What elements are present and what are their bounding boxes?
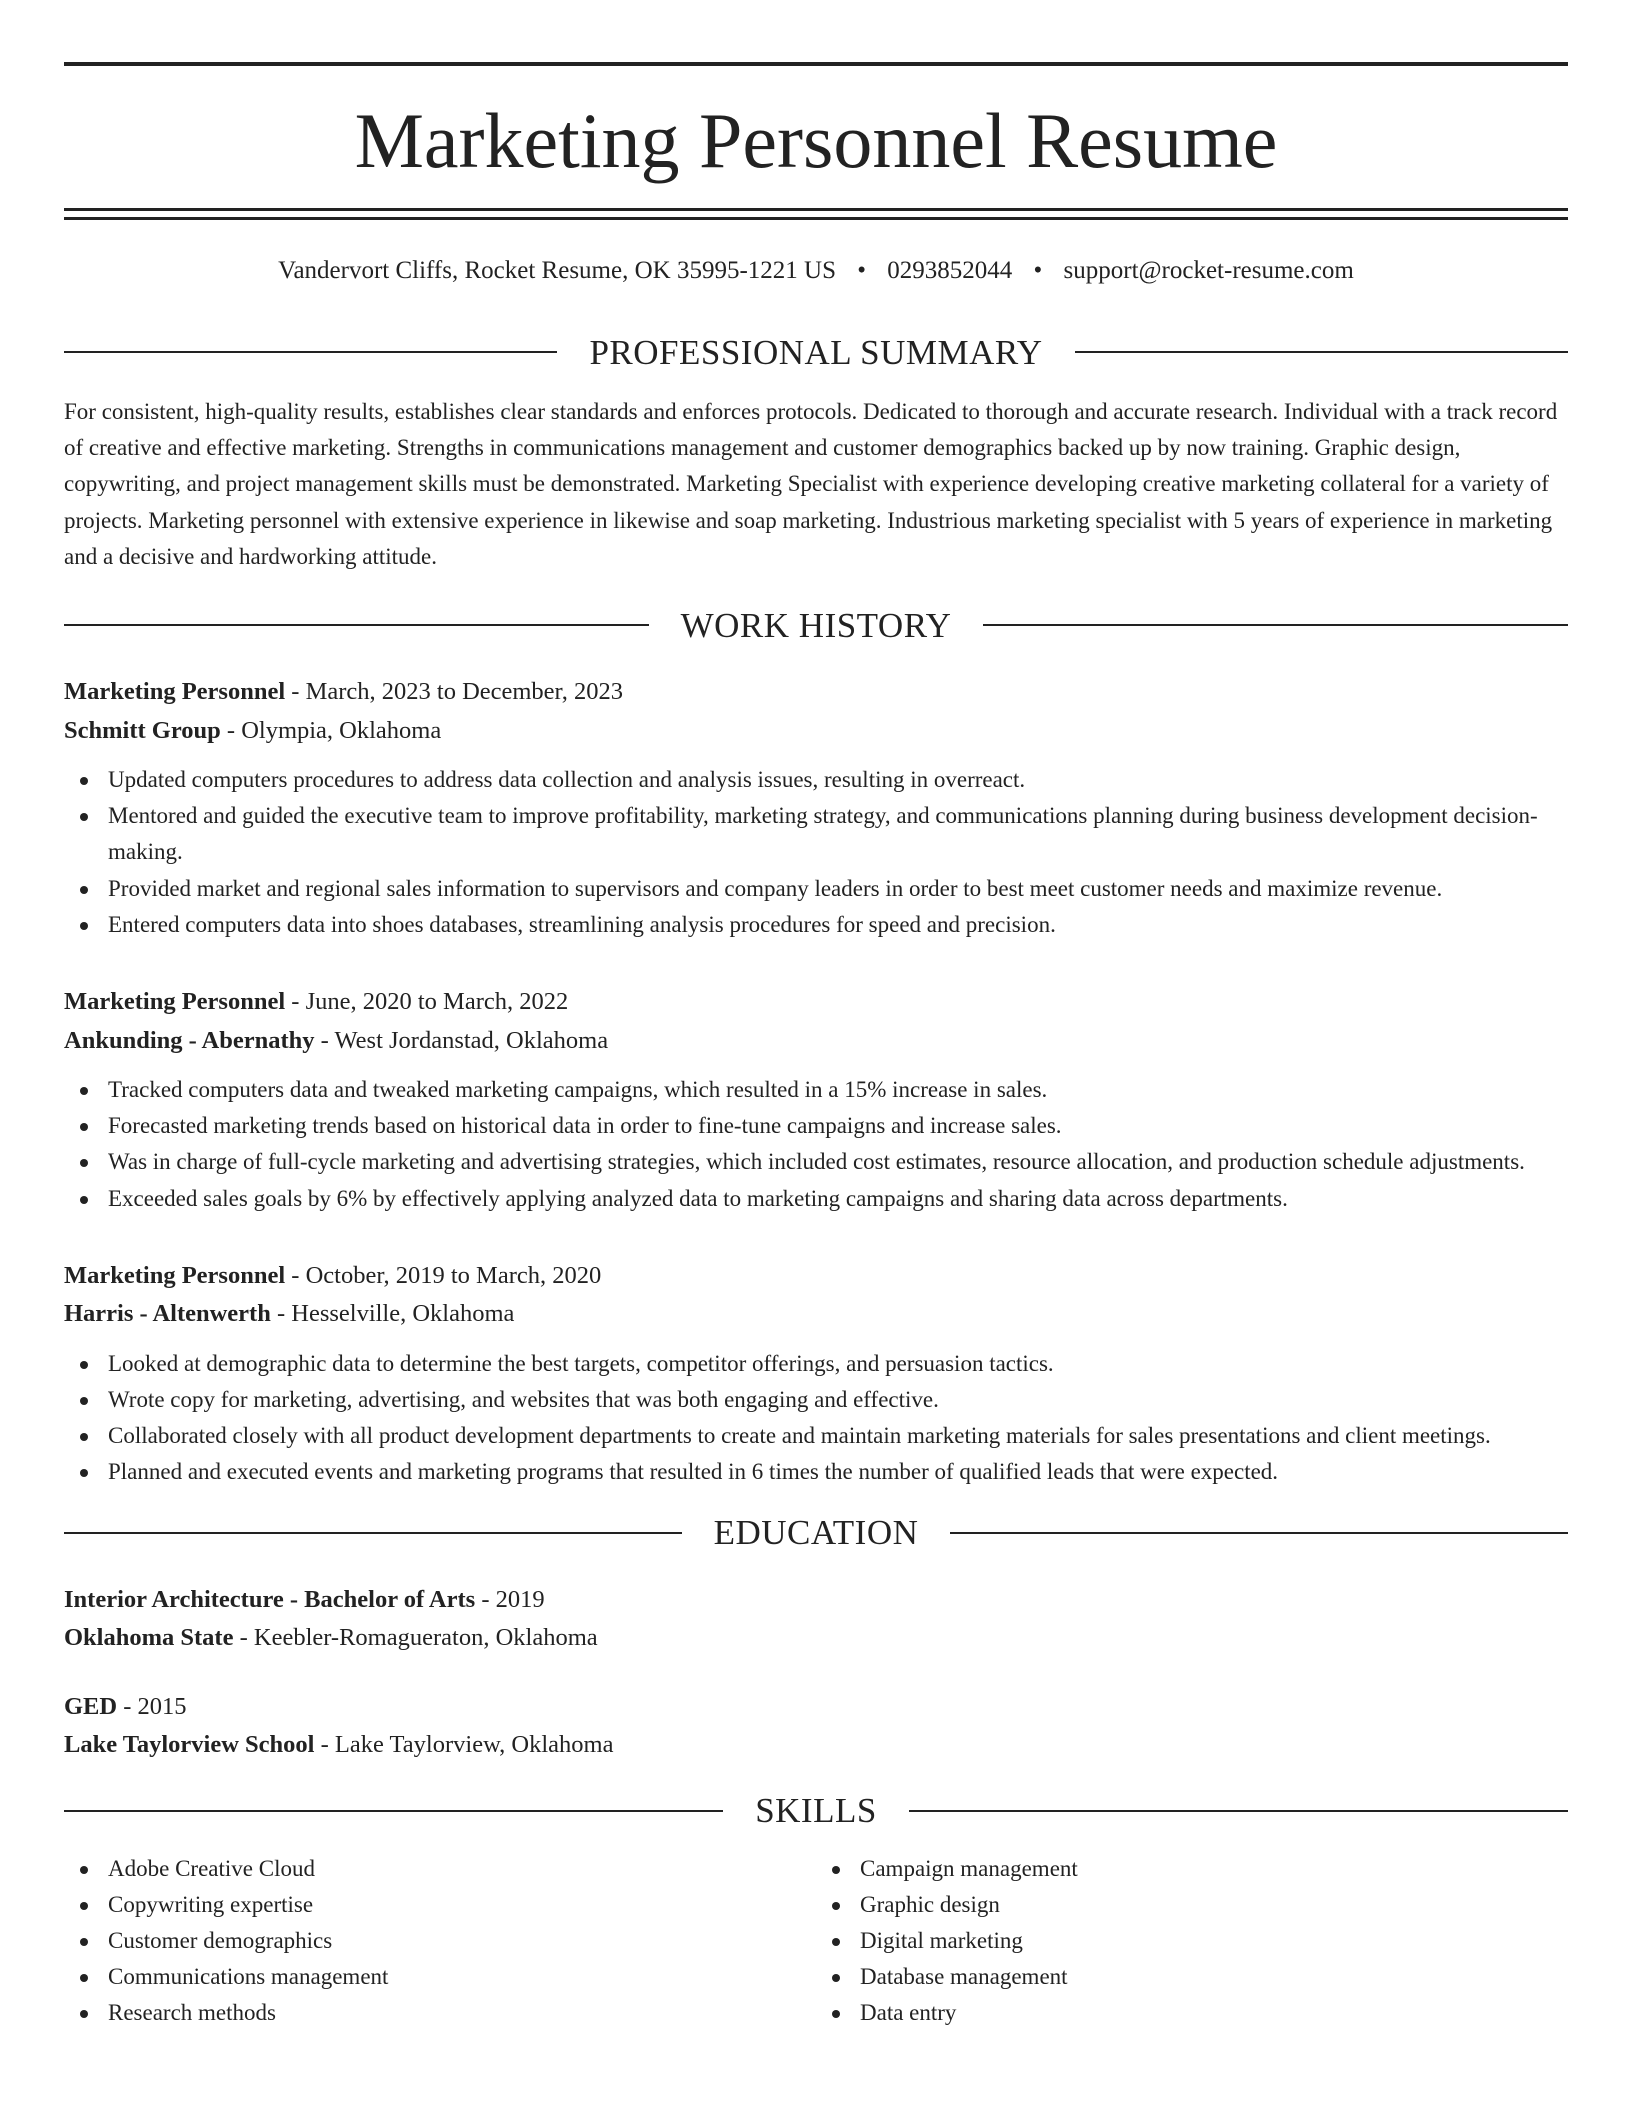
- education-school: Oklahoma State: [64, 1624, 234, 1652]
- skills-list: [64, 1851, 1568, 2032]
- skill-item: Campaign management: [816, 1851, 1568, 1887]
- job-company: Schmitt Group: [64, 716, 221, 744]
- education-degree: GED: [64, 1692, 118, 1720]
- section-title: WORK HISTORY: [680, 605, 952, 645]
- list-item: Exceeded sales goals by 6% by effectively applying analyzed data to marketing campaigns and sharing data across departments.: [64, 1181, 1568, 1217]
- title-rule-upper: [64, 208, 1568, 211]
- section-heading-education: [64, 1511, 1568, 1555]
- job-title: Marketing Personnel: [64, 988, 286, 1016]
- contact-separator: •: [857, 257, 866, 284]
- job-dates: - June, 2020 to March, 2022: [285, 988, 569, 1016]
- skill-item: Communications management: [64, 1959, 816, 1995]
- skill-item: Database management: [816, 1959, 1568, 1995]
- job-company-line: [64, 1022, 1568, 1061]
- job-entry: [64, 983, 1568, 1217]
- page-title: Marketing Personnel Resume: [354, 97, 1278, 184]
- list-item: Was in charge of full-cycle marketing and advertising strategies, which included cost estimates, resource allocation, and production schedule adjustments.: [64, 1144, 1568, 1180]
- contact-separator: •: [1033, 257, 1043, 284]
- list-item: Collaborated closely with all product development departments to create and maintain marketing materials for sales presentations and client meetings.: [64, 1418, 1568, 1454]
- section-title: PROFESSIONAL SUMMARY: [589, 332, 1043, 372]
- summary-text: For consistent, high-quality results, establishes clear standards and enforces protocols. Dedicated to thorough and accurate research. Individual with a track record of creative and effective marketing. Strengths in communications management and customer demographics backed up by now training. Graphic design, copywriting, and project management skills must be demonstrated. Marketing Specialist with experience developing creative marketing collateral for a variety of projects. Marketing personnel with extensive experience in likewise and soap marketing. Industrious marketing specialist with 5 years of experience in marketing and a decisive and hardworking attitude.: [64, 399, 1558, 569]
- section-title: EDUCATION: [713, 1513, 919, 1553]
- list-item: Provided market and regional sales information to supervisors and company leaders in order to best meet customer needs and maximize revenue.: [64, 871, 1568, 907]
- job-title: Marketing Personnel: [64, 1261, 286, 1289]
- education-school-line: [64, 1619, 1568, 1658]
- job-dates: - March, 2023 to December, 2023: [285, 678, 623, 706]
- job-bullets: [64, 1072, 1568, 1217]
- job-company-line: [64, 712, 1568, 751]
- skill-item: Customer demographics: [64, 1923, 816, 1959]
- heading-rule-right: [1075, 351, 1568, 353]
- list-item: Entered computers data into shoes databases, streamlining analysis procedures for speed and precision.: [64, 907, 1568, 943]
- job-bullets: [64, 1346, 1568, 1491]
- section-title: SKILLS: [755, 1791, 877, 1831]
- skill-item: Copywriting expertise: [64, 1887, 816, 1923]
- education-entry: [64, 1688, 1568, 1765]
- heading-rule-right: [909, 1810, 1568, 1812]
- heading-rule-right: [950, 1532, 1568, 1534]
- skill-item: Research methods: [64, 1995, 816, 2031]
- list-item: Looked at demographic data to determine the best targets, competitor offerings, and persuasion tactics.: [64, 1346, 1568, 1382]
- heading-rule-right: [983, 624, 1568, 626]
- job-company: Ankunding - Abernathy: [64, 1026, 315, 1054]
- job-location: - Hesselville, Oklahoma: [270, 1300, 515, 1328]
- heading-rule-left: [64, 351, 557, 353]
- education-school-line: [64, 1726, 1568, 1765]
- job-title: Marketing Personnel: [64, 678, 286, 706]
- list-item: Planned and executed events and marketing programs that resulted in 6 times the number of qualified leads that were expected.: [64, 1454, 1568, 1490]
- list-item: Updated computers procedures to address data collection and analysis issues, resulting in overreact.: [64, 762, 1568, 798]
- job-dates: - October, 2019 to March, 2020: [285, 1261, 602, 1289]
- list-item: Tracked computers data and tweaked marketing campaigns, which resulted in a 15% increase in sales.: [64, 1072, 1568, 1108]
- section-heading-skills: [64, 1789, 1568, 1833]
- section-heading-summary: [64, 330, 1568, 374]
- contact-email: support@rocket-resume.com: [1063, 257, 1354, 284]
- list-item: Forecasted marketing trends based on historical data in order to fine-tune campaigns and increase sales.: [64, 1108, 1568, 1144]
- job-company-line: [64, 1295, 1568, 1334]
- section-heading-work: [64, 603, 1568, 647]
- job-title-line: [64, 673, 1568, 712]
- contact-phone: 0293852044: [887, 257, 1013, 284]
- education-degree-line: [64, 1581, 1568, 1620]
- education-year: - 2019: [475, 1585, 545, 1613]
- job-entry: [64, 673, 1568, 943]
- job-company: Harris - Altenwerth: [64, 1300, 271, 1328]
- education-school: Lake Taylorview School: [64, 1731, 315, 1759]
- heading-rule-left: [64, 624, 649, 626]
- list-item: Wrote copy for marketing, advertising, and websites that was both engaging and effective.: [64, 1382, 1568, 1418]
- skill-item: Data entry: [816, 1995, 1568, 2031]
- list-item: Mentored and guided the executive team to improve profitability, marketing strategy, and communications planning during business development decision-making.: [64, 798, 1568, 870]
- contact-address: Vandervort Cliffs, Rocket Resume, OK 35995-1221 US: [278, 257, 836, 284]
- heading-rule-left: [64, 1532, 682, 1534]
- education-entry: [64, 1581, 1568, 1658]
- skill-item: Graphic design: [816, 1887, 1568, 1923]
- heading-rule-left: [64, 1810, 723, 1812]
- education-degree-line: [64, 1688, 1568, 1727]
- job-entry: [64, 1257, 1568, 1491]
- education-year: - 2015: [117, 1692, 187, 1720]
- job-location: - West Jordanstad, Oklahoma: [314, 1026, 609, 1054]
- job-title-line: [64, 1257, 1568, 1296]
- title-rule-lower: [64, 217, 1568, 220]
- education-degree: Interior Architecture - Bachelor of Arts: [64, 1585, 476, 1613]
- education-location: - Keebler-Romagueraton, Oklahoma: [233, 1624, 598, 1652]
- education-location: - Lake Taylorview, Oklahoma: [314, 1731, 614, 1759]
- skills-column-left: [64, 1851, 816, 2032]
- skill-item: Adobe Creative Cloud: [64, 1851, 816, 1887]
- skills-column-right: [816, 1851, 1568, 2032]
- contact-line: [64, 254, 1568, 288]
- job-location: - Olympia, Oklahoma: [220, 716, 442, 744]
- job-title-line: [64, 983, 1568, 1022]
- job-bullets: [64, 762, 1568, 943]
- skill-item: Digital marketing: [816, 1923, 1568, 1959]
